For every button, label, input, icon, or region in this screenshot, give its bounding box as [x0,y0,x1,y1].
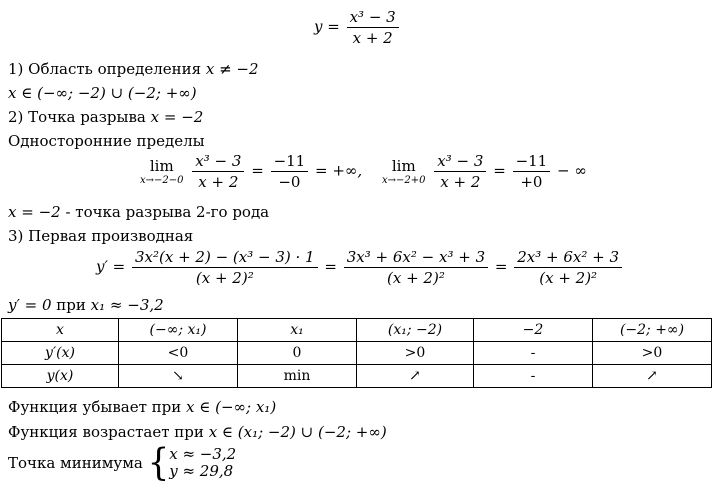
system-brace: { [147,441,170,485]
discontinuity-line [8,108,203,126]
discontinuity-point: x = −2 [150,108,204,126]
domain-line [8,60,259,78]
right-lim-fraction: $\frac{\text{x³ − 3}}{x + 2}$ [434,152,486,191]
table-cell: (−2; +∞) [593,319,712,342]
table-cell: x [2,319,119,342]
right-lim-operator: lim x→−2+0 [382,157,426,186]
table-cell: x₁ [238,319,357,342]
first-derivative-heading: 3) Первая производная [8,227,194,245]
formula-denominator: x + 2 [352,29,393,47]
decreasing-line: Функция убывает при x ∈ (−∞; x₁) [8,398,277,416]
left-lim-result: = +∞, [315,161,363,180]
right-lim-subscript: x→−2+0 [382,175,426,186]
increasing-line: Функция возрастает при x ∈ (x₁; −2) ∪ (−2; +∞) [8,423,387,441]
table-cell: (−∞; x₁) [119,319,238,342]
table-cell: y(x) [2,365,119,388]
right-lim-value: $\frac{-11}{+0}$ [513,152,551,191]
critical-point-value: x₁ ≈ −3,2 [90,296,164,314]
left-lim-operator: lim x→−2−0 [140,157,184,186]
increasing-interval: x ∈ (x₁; −2) ∪ (−2; +∞) [208,423,387,441]
table-cell: ↗ [357,365,474,388]
right-lim-result: − ∞ [557,161,587,180]
table-row [2,365,712,388]
minimum-line: Точка минимума { x ≈ −3,2 y ≈ 29,8 [8,441,237,485]
domain-set: x ∈ (−∞; −2) ∪ (−2; +∞) [8,84,197,102]
discontinuity-type-text: - точка разрыва 2-го рода [60,203,270,221]
table-row [2,342,712,365]
discontinuity-label: 2) Точка разрыва [8,108,151,126]
one-sided-limits-heading: Односторонние пределы [8,132,205,150]
left-lim-value: $\frac{-11}{-0}$ [271,152,309,191]
derivative-lhs: y′ = [96,257,126,276]
table-cell: min [238,365,357,388]
decreasing-interval: x ∈ (−∞; x₁) [186,398,277,416]
derivative-formula: y′ = $\frac{\text{3x²(x + 2) − (x³ − 3) · 1}}{\text{(x + 2)²}}$ = $\frac{\text{3x³ + 6x² − x³ + 3}}{\text{(x + 2)²}}$ = $\frac{\text{2x³ + 6x² + 3}}{\text{(x + 2)²}}$ [96,248,624,287]
table-cell: ↗ [593,365,712,388]
derivative-fraction-1: $\frac{\text{3x²(x + 2) − (x³ − 3) · 1}}{\text{(x + 2)²}}$ [132,248,318,287]
minimum-x: x ≈ −3,2 [169,445,237,463]
formula-fraction [347,8,399,47]
minimum-system [169,446,236,480]
domain-condition: x ≠ −2 [205,60,259,78]
function-formula [314,8,401,47]
left-lim-fraction: $\frac{\text{x³ − 3}}{x + 2}$ [192,152,244,191]
table-cell: ↘ [119,365,238,388]
table-cell: 0 [238,342,357,365]
discontinuity-type-line [8,203,269,221]
table-cell: - [474,365,593,388]
table-cell: <0 [119,342,238,365]
derivative-fraction-2: $\frac{\text{3x³ + 6x² − x³ + 3}}{\text{(x + 2)²}}$ [344,248,488,287]
minimum-y: y ≈ 29,8 [169,462,234,480]
left-lim-subscript: x→−2−0 [140,175,184,186]
formula-numerator: x³ − 3 [347,8,399,28]
formula-lhs: y = [314,17,340,36]
table-cell: >0 [357,342,474,365]
table-cell: - [474,342,593,365]
domain-label: 1) Область определения [8,60,206,78]
left-limit: lim x→−2−0 $\frac{\text{x³ − 3}}{x + 2}$ = $\frac{-11}{-0}$ = +∞, [140,152,363,191]
critical-point-line: y′ = 0 при x₁ ≈ −3,2 [8,296,164,314]
table-cell: −2 [474,319,593,342]
table-cell: >0 [593,342,712,365]
table-header-row [2,319,712,342]
table-cell: (x₁; −2) [357,319,474,342]
monotonicity-table [1,318,712,388]
discontinuity-type-point: x = −2 [8,203,61,221]
table-cell: y′(x) [2,342,119,365]
right-limit: lim x→−2+0 $\frac{\text{x³ − 3}}{x + 2}$ = $\frac{-11}{+0}$ − ∞ [382,152,587,191]
derivative-fraction-3: $\frac{\text{2x³ + 6x² + 3}}{\text{(x + 2)²}}$ [514,248,622,287]
derivative-zero: y′ = 0 [8,296,52,314]
